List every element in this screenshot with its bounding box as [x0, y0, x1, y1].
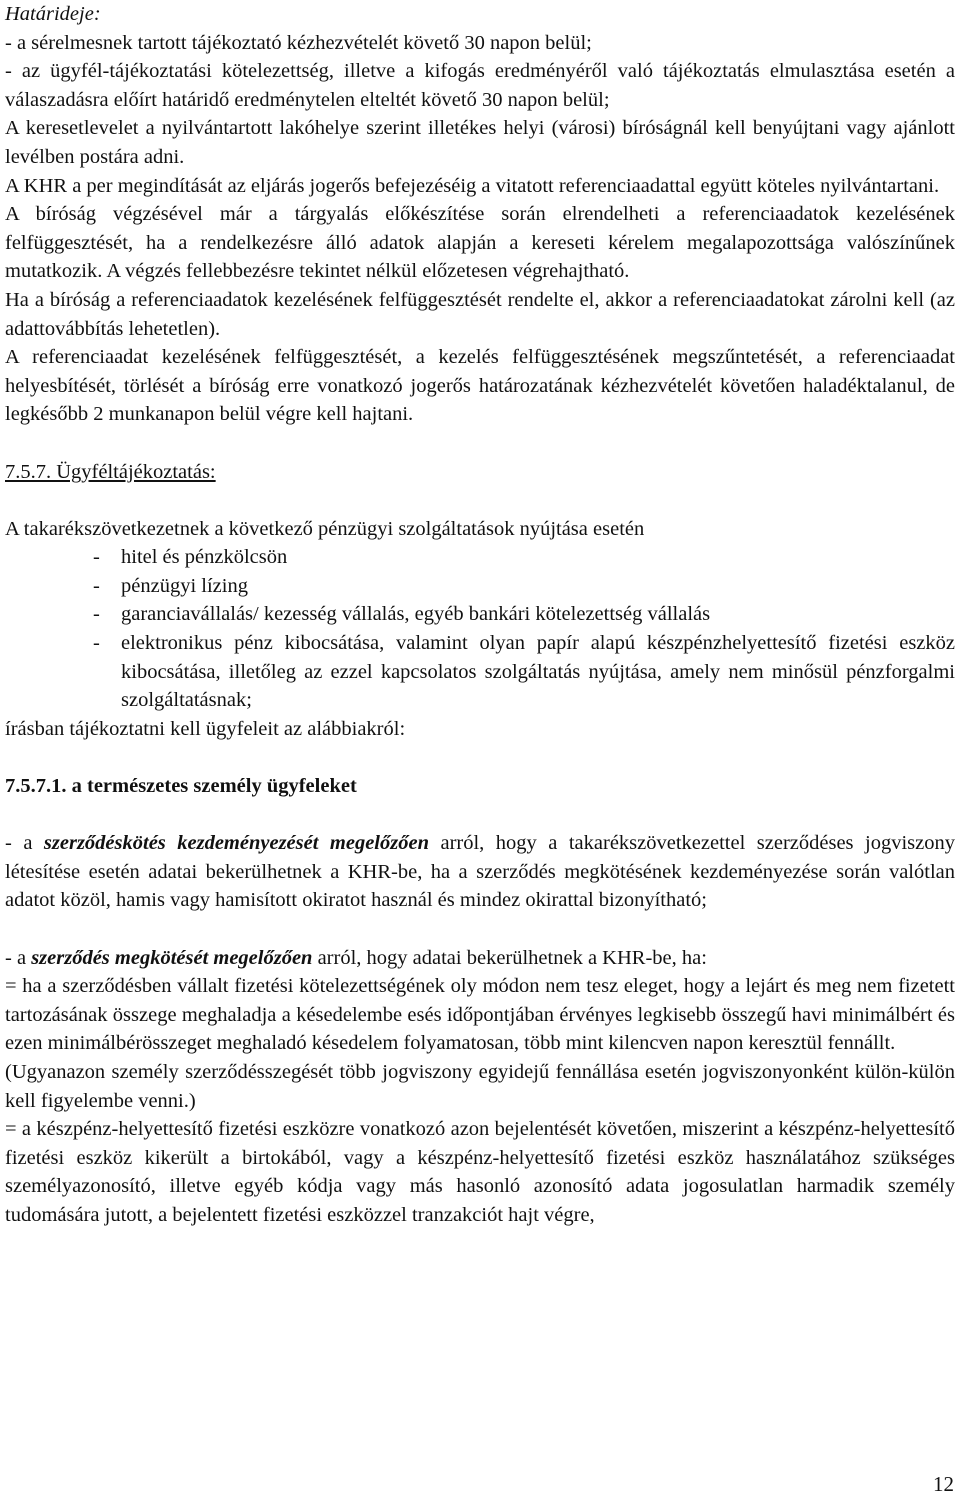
deadline-title: Határideje: [5, 3, 101, 25]
condition-overdue: = ha a szerződésben vállalt fizetési kötelezettségének oly módon nem tesz eleget, hogy a lejárt és meg nem fizetett tartozásának összege meghaladja a késedelembe esés időpontjában érvényes legkisebb összegű havi minimálbért és ezen minimálbérösszeget meghaladó késedelem folyamatosan, több mint kilencven napon keresztül fennállt. [5, 975, 955, 1055]
list-item: - hitel és pénzkölcsön [93, 546, 288, 569]
paragraph-khr-keep: A KHR a per megindítását az eljárás jogerős befejezéséig a vitatott referenciaadattal együtt köteles nyilvántartani. [5, 174, 940, 197]
section-heading-757: 7.5.7. Ügyféltájékoztatás: [5, 460, 216, 483]
paragraph-before-initiation: - a szerződéskötés kezdeményezését megelőzően arról, hogy a takarékszövetkezettel szerződéses jogviszony létesítése esetén adatai bekerülhetnek a KHR-be, ha a szerződés megkötésének kezdeményezése során valótlan adatot közöl, hamis vagy hamisított okiratot használ és mindez okirattal bizonyítható; [5, 832, 955, 912]
paragraph-suspended: Ha a bíróság a referenciaadatok kezelésének felfüggesztését rendelte el, akkor a referenciaadatokat zárolni kell (az adattovábbítás lehetetlen). [5, 288, 955, 340]
page-number: 12 [933, 1472, 954, 1496]
deadline-item-2: - az ügyfél-tájékoztatási kötelezettség, illetve a kifogás eredményéről való tájékoztatás elmulasztása esetén a válaszadásra előírt határidő eredménytelen elteltét követő 30 napon belül; [5, 60, 955, 111]
list-item: - elektronikus pénz kibocsátása, valamint olyan papír alapú készpénzhelyettesítő fizetési eszköz kibocsátása, illetőleg az ezzel kapcsolatos szolgáltatás nyújtása, amely nem minősül pénzforgalmi szolgáltatásnak; [93, 632, 955, 712]
section-heading-7571: 7.5.7.1. a természetes személy ügyfeleket [5, 775, 357, 798]
paragraph-before-signing: - a szerződés megkötését megelőzően arról, hogy adatai bekerülhetnek a KHR-be, ha: [5, 946, 707, 969]
condition-lost-card: = a készpénz-helyettesítő fizetési eszközre vonatkozó azon bejelentését követően, miszerint a készpénz-helyettesítő fizetési eszköz kikerült a birtokából, vagy a készpénz-helyettesítő fizetési eszköz használatához szükséges személyazonosító, illetve egyéb kódja vagy más hasonló azonosító adata jogosulatlan harmadik személy tudomására jutott, a bejelentett fizetési eszközzel tranzakciót hajt végre, [5, 1118, 955, 1226]
document-page [5, 0, 955, 1230]
service-list [5, 543, 955, 715]
section-757-intro: A takarékszövetkezetnek a következő pénzügyi szolgáltatások nyújtása esetén [5, 517, 645, 540]
paragraph-court-order: A bíróság végzésével már a tárgyalás előkészítése során elrendelheti a referenciaadatok kezelésének felfüggesztését, ha a rendelkezésre álló adatok alapján a kereseti kérelem megalapozottsága valószínűnek mutatkozik. A végzés fellebbezésre tekintet nélkül előzetesen végrehajtható. [5, 203, 955, 283]
note-multiple-relations: (Ugyanazon személy szerződésszegését több jogviszony egyidejű fennállása esetén jogviszonyonként külön-külön kell figyelembe venni.) [5, 1060, 955, 1112]
paragraph-lawsuit: A keresetlevelet a nyilvántartott lakóhelye szerint illetékes helyi (városi) bíróságnál kell benyújtani vagy ajánlott levélben postára adni. [5, 117, 955, 168]
list-item: - garanciavállalás/ kezesség vállalás, egyéb bankári kötelezettség vállalás [93, 603, 711, 626]
paragraph-execution: A referenciaadat kezelésének felfüggesztését, a kezelés felfüggesztésének megszűntetését, a referenciaadat helyesbítését, törlését a bíróság erre vonatkozó jogerős határozatának kézhezvételét követően haladéktalanul, de legkésőbb 2 munkanapon belül végre kell hajtani. [5, 346, 955, 426]
section-757-outro: írásban tájékoztatni kell ügyfeleit az alábbiakról: [5, 717, 406, 740]
list-item: - pénzügyi lízing [93, 574, 248, 597]
deadline-item-1: - a sérelmesnek tartott tájékoztató kézhezvételét követő 30 napon belül; [5, 31, 592, 54]
